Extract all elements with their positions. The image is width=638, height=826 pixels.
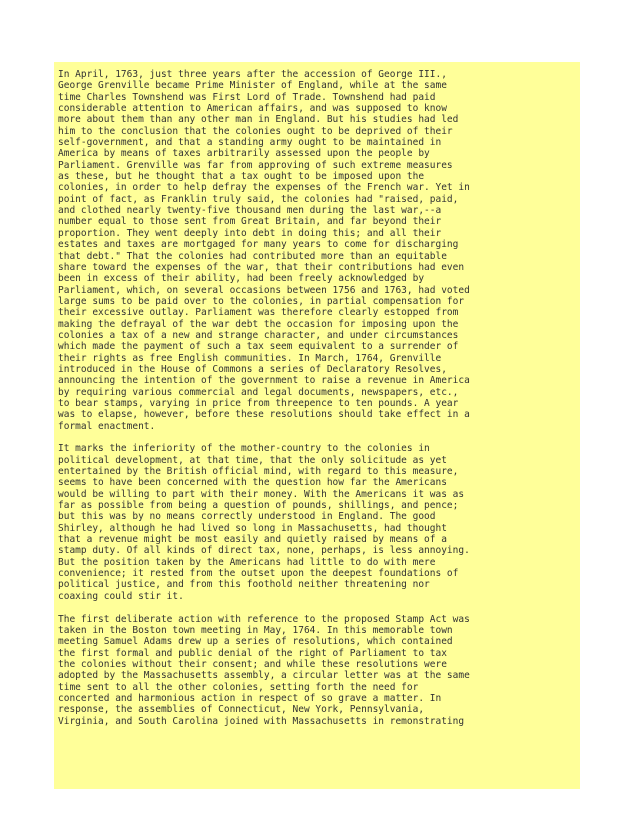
text-line: the first formal and public denial of the right of Parliament to tax	[58, 647, 447, 659]
text-line: was to elapse, however, before these resolutions should take effect in a	[58, 409, 470, 421]
text-line: colonies, in order to help defray the expenses of the French war. Yet in	[58, 182, 470, 194]
text-line: Parliament. Grenville was far from approving of such extreme measures	[58, 159, 453, 171]
text-line: estates and taxes are mortgaged for many years to come for discharging	[58, 239, 459, 251]
text-line: stamp duty. Of all kinds of direct tax, none, perhaps, is less annoying.	[58, 545, 470, 557]
text-line: but this was by no means correctly understood in England. The good	[58, 511, 436, 523]
text-line: In April, 1763, just three years after the accession of George III.,	[58, 69, 447, 80]
text-line: announcing the intention of the government to raise a revenue in America	[58, 375, 470, 387]
text-line: self-government, and that a standing army ought to be maintained in	[58, 137, 442, 149]
text-line: America by means of taxes arbitrarily assessed upon the people by	[58, 148, 430, 160]
text-line: and clothed nearly twenty-five thousand men during the last war,--a	[58, 205, 442, 217]
text-line: George Grenville became Prime Minister of England, while at the same	[58, 80, 447, 92]
text-line: their excessive outlay. Parliament was therefore clearly estopped from	[58, 307, 459, 319]
text-line: considerable attention to American affairs, and was supposed to know	[58, 103, 447, 115]
text-line: But the position taken by the Americans had little to do with mere	[58, 556, 436, 568]
text-line: him to the conclusion that the colonies ought to be deprived of their	[58, 125, 453, 137]
text-line: proportion. They went deeply into debt in doing this; and all their	[58, 227, 442, 239]
text-line: seems to have been concerned with the question how far the Americans	[58, 477, 447, 489]
text-line: meeting Samuel Adams drew up a series of resolutions, which contained	[58, 636, 453, 648]
text-line: that debt." That the colonies had contributed more than an equitable	[58, 250, 447, 262]
paragraph-2	[58, 443, 576, 602]
text-line: to bear stamps, varying in price from threepence to ten pounds. A year	[58, 397, 459, 409]
text-line: colonies a tax of a new and strange character, and under circumstances	[58, 329, 459, 341]
text-line: convenience; it rested from the outset upon the deepest foundations of	[58, 568, 459, 580]
text-line: their rights as free English communities. In March, 1764, Grenville	[58, 352, 442, 364]
text-line: point of fact, as Franklin truly said, the colonies had "raised, paid,	[58, 193, 459, 205]
text-line: more about them than any other man in England. But his studies had led	[58, 114, 459, 126]
paragraph-3	[58, 614, 576, 727]
text-line: taken in the Boston town meeting in May, 1764. In this memorable town	[58, 624, 453, 636]
paragraph-1	[58, 69, 576, 432]
document-text-block	[54, 62, 580, 789]
text-line: number equal to those sent from Great Britain, and far beyond their	[58, 216, 442, 228]
text-line: which made the payment of such a tax seem equivalent to a surrender of	[58, 341, 459, 353]
text-line: share toward the expenses of the war, that their contributions had even	[58, 261, 465, 273]
text-line: far as possible from being a question of pounds, shillings, and pence;	[58, 500, 459, 512]
text-line: making the defrayal of the war debt the occasion for imposing upon the	[58, 318, 459, 330]
text-line: response, the assemblies of Connecticut, New York, Pennsylvania,	[58, 704, 425, 716]
text-line: Virginia, and South Carolina joined with Massachusetts in remonstrating	[58, 715, 465, 727]
text-line: formal enactment.	[58, 420, 156, 432]
text-line: adopted by the Massachusetts assembly, a circular letter was at the same	[58, 670, 470, 682]
text-line: introduced in the House of Commons a series of Declaratory Resolves,	[58, 363, 447, 375]
text-line: entertained by the British official mind, with regard to this measure,	[58, 466, 459, 478]
text-line: Shirley, although he had lived so long in Massachusetts, had thought	[58, 522, 447, 534]
text-line: would be willing to part with their money. With the Americans it was as	[58, 488, 465, 500]
text-line: by requiring various commercial and legal documents, newspapers, etc.,	[58, 386, 459, 398]
text-line: large sums to be paid over to the colonies, in partial compensation for	[58, 295, 465, 307]
text-line: Parliament, which, on several occasions between 1756 and 1763, had voted	[58, 284, 470, 296]
text-line: that a revenue might be most easily and quietly raised by means of a	[58, 534, 447, 546]
text-line: The first deliberate action with reference to the proposed Stamp Act was	[58, 613, 470, 625]
text-line: political justice, and from this foothold neither threatening nor	[58, 579, 430, 591]
text-line: political development, at that time, that the only solicitude as yet	[58, 454, 447, 466]
text-line: the colonies without their consent; and while these resolutions were	[58, 658, 447, 670]
text-line: concerted and harmonious action in respect of so grave a matter. In	[58, 692, 442, 704]
text-line: coaxing could stir it.	[58, 590, 184, 602]
text-line: as these, but he thought that a tax ought to be imposed upon the	[58, 171, 425, 183]
text-line: time Charles Townshend was First Lord of Trade. Townshend had paid	[58, 91, 436, 103]
text-line: been in excess of their ability, had been freely acknowledged by	[58, 273, 425, 285]
text-line: time sent to all the other colonies, setting forth the need for	[58, 681, 419, 693]
text-line: It marks the inferiority of the mother-country to the colonies in	[58, 443, 430, 455]
